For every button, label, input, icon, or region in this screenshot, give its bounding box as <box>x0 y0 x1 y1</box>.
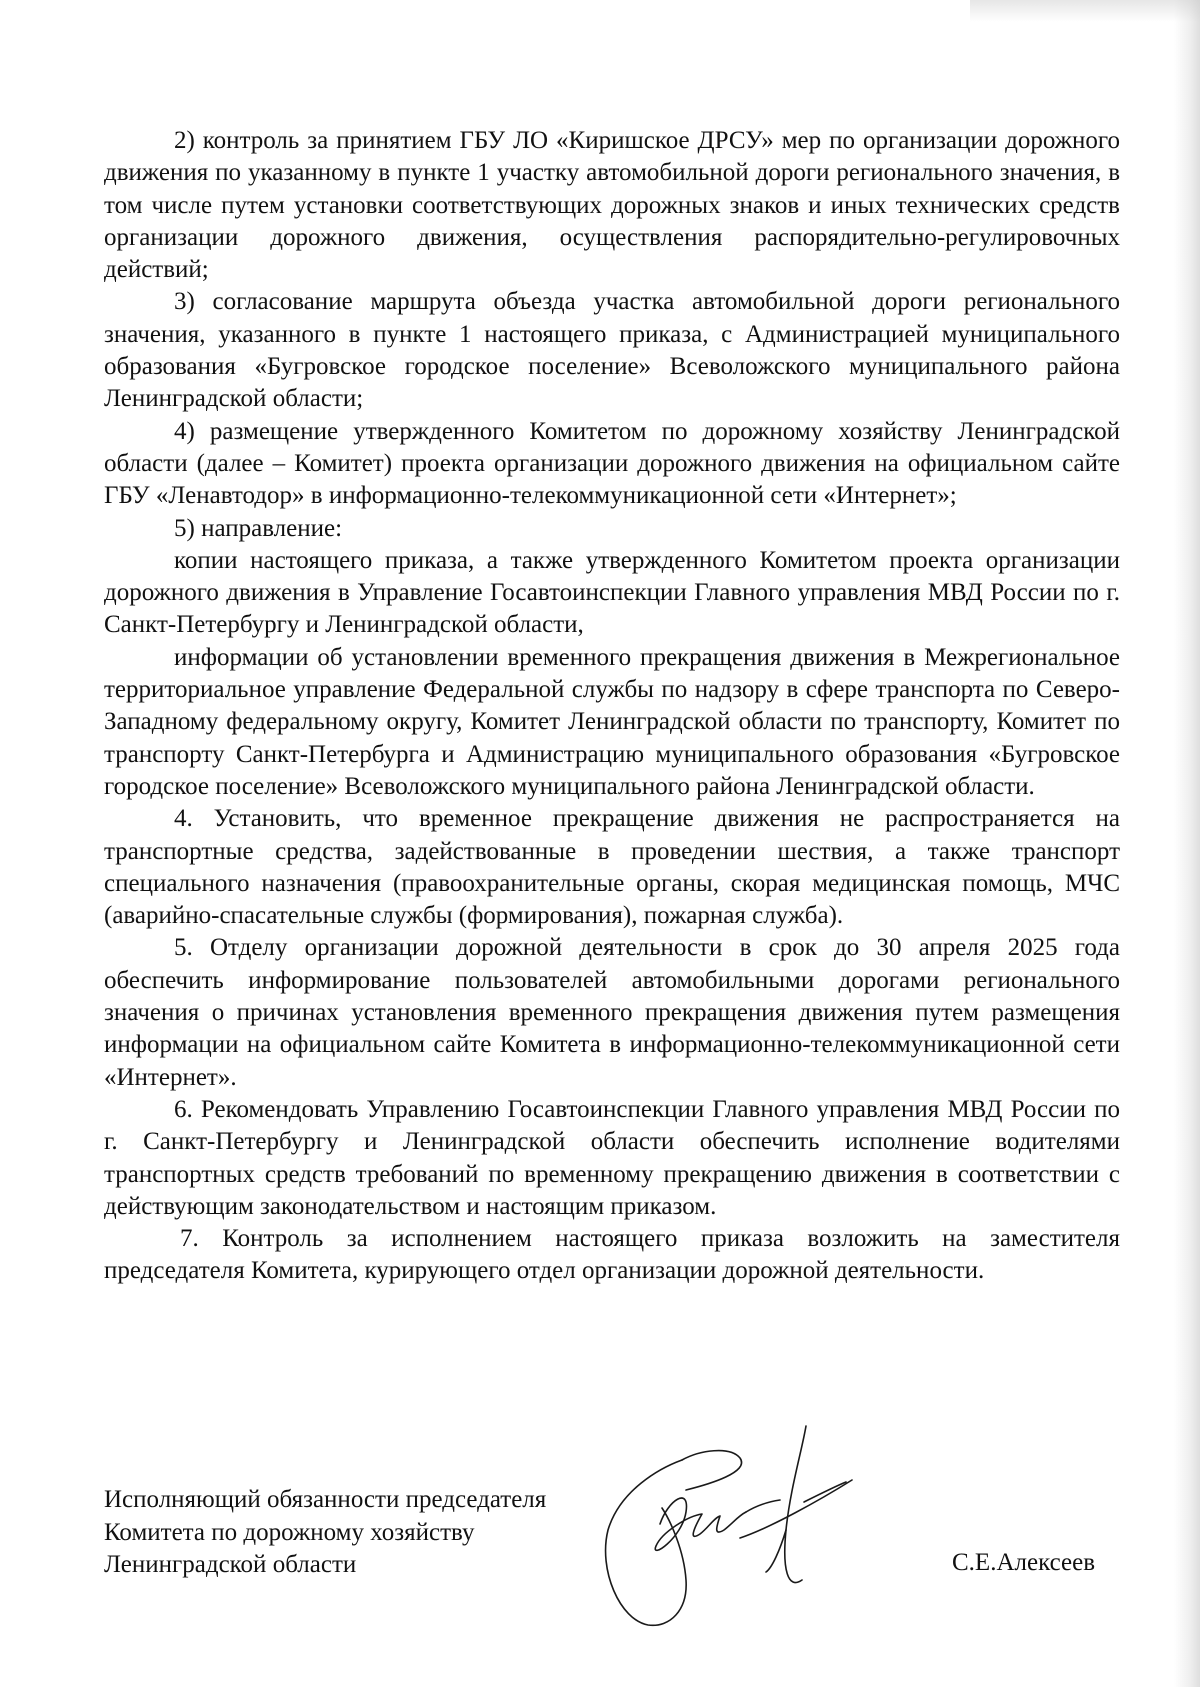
handwritten-signature <box>590 1420 890 1635</box>
signatory-position-line: Исполняющий обязанности председателя <box>104 1486 547 1513</box>
signatory-position <box>104 1484 664 1582</box>
paragraph-item-5-copies: копии настоящего приказа, а также утвержденного Комитетом проекта организации дорожного движения в Управление Госавтоинспекции Главного управления МВД России по г. Санкт-Петербургу и Ленинградской области, <box>104 546 1120 639</box>
paragraph-item-4: 4) размещение утвержденного Комитетом по дорожному хозяйству Ленинградской области (далее – Комитет) проекта организации дорожного движения на официальном сайте ГБУ «Ленавтодор» в информационно-телекоммуникационной сети «Интернет»; <box>104 417 1120 510</box>
signatory-position-line: Комитета по дорожному хозяйству <box>104 1518 475 1546</box>
paragraph-item-3: 3) согласование маршрута объезда участка автомобильной дороги регионального значения, указанного в пункте 1 настоящего приказа, с Администрацией муниципального образования «Бугровское городское поселение» Всеволожского муниципального района Ленинградской области; <box>104 288 1120 413</box>
paragraph-section-5: 5. Отделу организации дорожной деятельности в срок до 30 апреля 2025 года обеспечить информирование пользователей автомобильными дорогами регионального значения о причинах установления временного прекращения движения путем размещения информации на официальном сайте Комитета в информационно-телекоммуникационной сети «Интернет». <box>104 934 1120 1091</box>
scan-edge-shadow <box>1174 0 1200 1687</box>
paragraph-section-7: 7. Контроль за исполнением настоящего приказа возложить на заместителя председателя Комитета, курирующего отдел организации дорожной деятельности. <box>104 1225 1120 1285</box>
scan-top-shadow <box>970 0 1200 22</box>
signatory-name: С.Е.Алексеев <box>952 1549 1095 1576</box>
paragraph-item-5-information: информации об установлении временного прекращения движения в Межрегиональное территориальное управление Федеральной службы по надзору в сфере транспорта по Северо-Западному федеральному округу, Комитет Ленинградской области по транспорту, Комитет по транспорту Санкт-Петербурга и Администрацию муниципального образования «Бугровское городское поселение» Всеволожского муниципального района Ленинградской области. <box>104 643 1120 800</box>
paragraph-item-2: 2) контроль за принятием ГБУ ЛО «Киришское ДРСУ» мер по организации дорожного движения по указанному в пункте 1 участку автомобильной дороги регионального значения, в том числе путем установки соответствующих дорожных знаков и иных технических средств организации дорожного движения, осуществления распорядительно-регулировочных действий; <box>104 127 1120 284</box>
paragraph-item-5: 5) направление: <box>174 514 343 542</box>
signatory-position-line: Ленинградской области <box>104 1551 357 1578</box>
paragraph-section-6: 6. Рекомендовать Управлению Госавтоинспекции Главного управления МВД России по г. Санкт-Петербургу и Ленинградской области обеспечить исполнение водителями транспортных средств требований по временному прекращению движения в соответствии с действующим законодательством и настоящим приказом. <box>104 1095 1120 1220</box>
document-body <box>104 125 1120 1288</box>
paragraph-section-4: 4. Установить, что временное прекращение движения не распространяется на транспортные средства, задействованные в проведении шествия, а также транспорт специального назначения (правоохранительные органы, скорая медицинская помощь, МЧС (аварийно-спасательные службы (формирования), пожарная служба). <box>104 805 1120 930</box>
